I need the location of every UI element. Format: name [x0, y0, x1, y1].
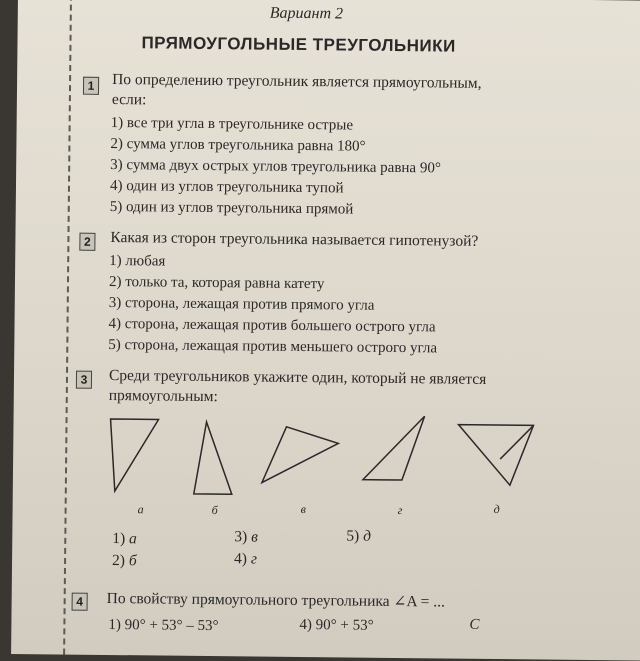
q1-option-4: 4) один из углов треугольника тупой: [109, 177, 344, 197]
q3-answer-5: 5) д: [346, 527, 372, 545]
q2-text: Какая из сторон треугольника называется гипотенузой?: [110, 228, 479, 250]
question-number-3: 3: [76, 371, 92, 389]
triangle-b: [194, 422, 233, 494]
page-title: ПРЯМОУГОЛЬНЫЕ ТРЕУГОЛЬНИКИ: [141, 33, 456, 56]
q3-answer-1: 1) а: [112, 530, 137, 548]
figure-label-a: а: [137, 502, 144, 517]
q4-text: По свойству прямоугольного треугольника ∠A = ...: [106, 589, 445, 611]
q2-option-4: 4) сторона, лежащая против большего острого угла: [108, 315, 436, 336]
variant-label: Вариант 2: [269, 4, 344, 23]
question-number-2: 2: [79, 233, 95, 251]
q4-option-1: 1) 90° + 53° – 53°: [108, 616, 219, 635]
q1-text-line1: По определению треугольник является прямоугольным,: [112, 70, 482, 92]
q1-option-2: 2) сумма углов треугольника равна 180°: [110, 135, 366, 155]
q3-answer-4: 4) г: [234, 550, 258, 568]
figure-label-b: б: [211, 503, 218, 518]
q1-text-line2: если:: [111, 90, 147, 109]
q2-option-5: 5) сторона, лежащая против меньшего острого угла: [108, 336, 438, 357]
q2-option-3: 3) сторона, лежащая против прямого угла: [108, 294, 375, 314]
triangle-d: [458, 425, 534, 486]
triangles-figure: [108, 411, 549, 508]
q2-option-1: 1) любая: [109, 252, 166, 270]
triangle-g: [363, 416, 425, 481]
q3-text-line2: прямоугольным:: [108, 386, 218, 406]
q4-figure-label-c: C: [469, 616, 480, 633]
triangle-v: [262, 427, 339, 484]
triangle-a: [110, 419, 159, 491]
q4-option-4: 4) 90° + 53°: [299, 616, 374, 634]
q1-option-5: 5) один из углов треугольника прямой: [109, 198, 354, 218]
question-number-4: 4: [72, 593, 88, 611]
q1-option-3: 3) сумма двух острых углов треугольника равна 90°: [110, 156, 441, 177]
figure-label-v: в: [300, 501, 306, 517]
q2-option-2: 2) только та, которая равна катету: [108, 273, 325, 293]
q1-option-1: 1) все три угла в треугольнике острые: [110, 114, 354, 134]
figure-label-g: г: [397, 503, 403, 518]
figure-label-d: д: [493, 502, 500, 517]
dashed-cut-line: [63, 0, 72, 655]
q3-text-line1: Среди треугольников укажите один, который не является: [108, 366, 487, 388]
q3-answer-3: 3) в: [234, 528, 258, 546]
worksheet-page: [11, 0, 640, 661]
q3-answer-2: 2) б: [111, 552, 137, 570]
triangle-d-altitude: [500, 425, 533, 459]
question-number-1: 1: [83, 77, 99, 95]
